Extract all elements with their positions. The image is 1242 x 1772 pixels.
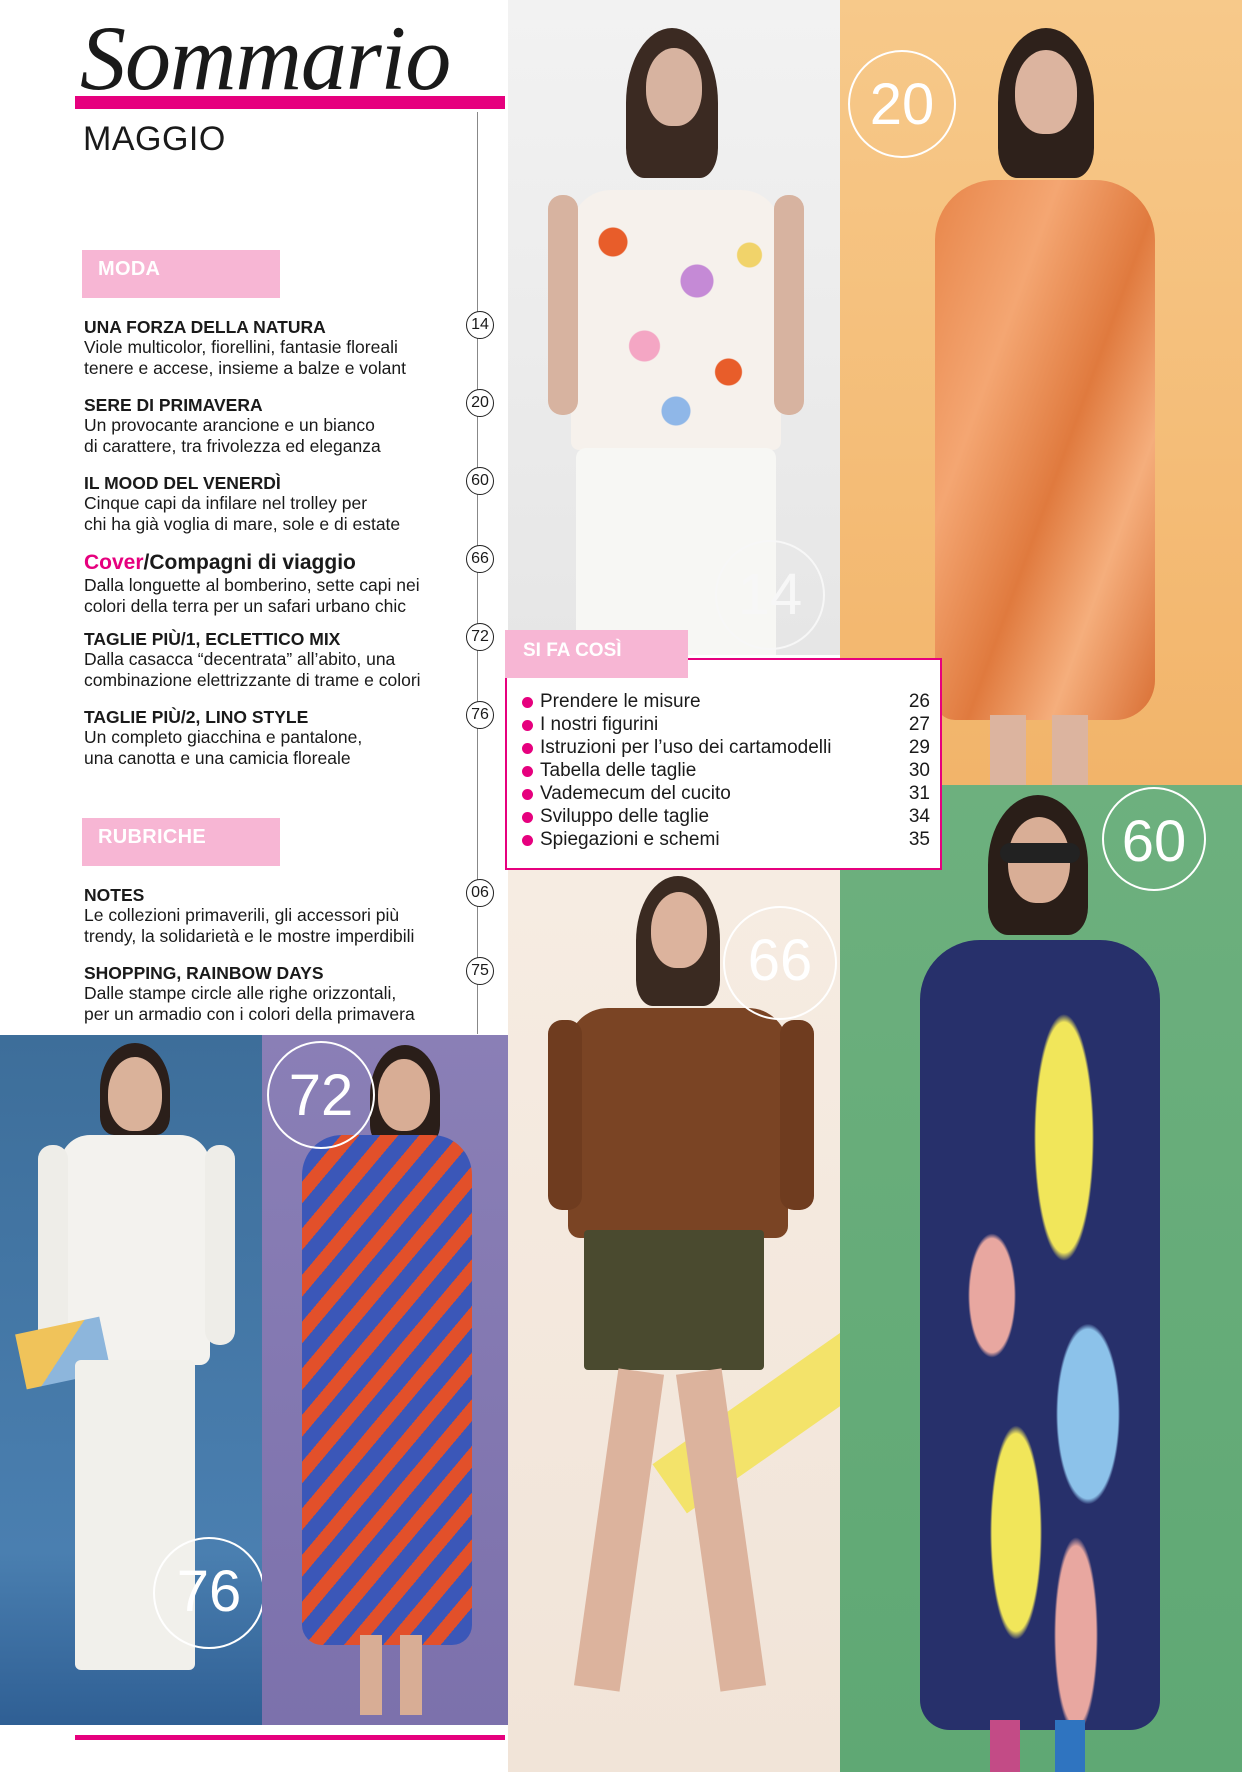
toc-entry[interactable] [84, 395, 492, 473]
page-number-badge: 66 [466, 545, 494, 573]
entry-desc-line: Viole multicolor, fiorellini, fantasie floreali [84, 337, 398, 357]
page-number-badge: 76 [466, 701, 494, 729]
page-number-badge: 72 [466, 623, 494, 651]
entry-desc-line: Dalle stampe circle alle righe orizzontali, [84, 983, 397, 1003]
entry-desc-line: Un provocante arancione e un bianco [84, 415, 375, 435]
toc-entry[interactable] [84, 473, 492, 551]
photo-navy-jumpsuit[interactable] [840, 785, 1242, 1772]
cover-label: Cover [84, 551, 144, 574]
bullet-icon [522, 743, 533, 754]
section-tag-label: RUBRICHE [98, 826, 206, 848]
sunglasses [1000, 843, 1080, 863]
item-page: 27 [908, 714, 930, 735]
entry-desc-line: Cinque capi da infilare nel trolley per [84, 493, 368, 513]
entry-desc-line: Un completo giacchina e pantalone, [84, 727, 363, 747]
toc-entry-cover[interactable] [84, 551, 492, 629]
entry-title: TAGLIE PIÙ/2, LINO STYLE [84, 707, 309, 727]
toc-entry[interactable] [84, 707, 492, 785]
entry-desc-line: tenere e accese, insieme a balze e volant [84, 357, 406, 378]
item-page: 31 [908, 783, 930, 804]
list-item[interactable] [520, 759, 930, 782]
photo-floral-top[interactable] [508, 0, 840, 655]
item-label: Tabella delle taglie [540, 760, 697, 781]
page-title: Sommario [80, 7, 451, 109]
entry-desc-line: una canotta e una camicia floreale [84, 747, 351, 768]
section-tag-label: MODA [98, 258, 161, 280]
page-number-badge: 60 [466, 467, 494, 495]
bullet-icon [522, 697, 533, 708]
list-item[interactable] [520, 713, 930, 736]
entry-title [84, 551, 492, 575]
entry-title: SHOPPING, RAINBOW DAYS [84, 963, 324, 983]
entry-desc-line: chi ha già voglia di mare, sole e di estate [84, 513, 401, 534]
page-number-circle: 72 [267, 1041, 375, 1149]
rubriche-entries [84, 885, 492, 1041]
page-number-circle: 14 [715, 540, 825, 650]
item-label: Istruzioni per l’uso dei cartamodelli [540, 737, 832, 758]
toc-entry[interactable] [84, 317, 492, 395]
footer-rule [75, 1735, 505, 1740]
entry-desc-line: di carattere, tra frivolezza ed eleganza [84, 435, 381, 456]
item-page: 29 [908, 737, 930, 758]
list-item[interactable] [520, 782, 930, 805]
entry-title: TAGLIE PIÙ/1, ECLETTICO MIX [84, 629, 341, 649]
item-label: Sviluppo delle taglie [540, 806, 710, 827]
list-item[interactable] [520, 736, 930, 759]
list-item[interactable] [520, 690, 930, 713]
page-number-circle: 66 [723, 906, 837, 1020]
page-number-circle: 60 [1102, 787, 1206, 891]
si-fa-cosi-box [505, 658, 942, 870]
page-number-badge: 75 [466, 957, 494, 985]
entry-desc-line: Dalla longuette al bomberino, sette capi nei [84, 575, 420, 595]
section-tag-label: SI FA COSÌ [523, 640, 622, 661]
moda-entries [84, 317, 492, 785]
bullet-icon [522, 812, 533, 823]
entry-title: IL MOOD DEL VENERDÌ [84, 473, 281, 493]
toc-entry[interactable] [84, 885, 492, 963]
cover-title: /Compagni di viaggio [143, 551, 356, 574]
page-number-badge: 20 [466, 389, 494, 417]
entry-desc-line: Dalla casacca “decentrata” all’abito, una [84, 649, 396, 669]
entry-desc-line: combinazione elettrizzante di trame e colori [84, 669, 421, 690]
entry-desc-line: trendy, la solidarietà e le mostre imperdibili [84, 925, 415, 946]
section-tag-moda [82, 250, 280, 298]
entry-title: UNA FORZA DELLA NATURA [84, 317, 326, 337]
entry-title: SERE DI PRIMAVERA [84, 395, 263, 415]
issue-month: MAGGIO [83, 120, 226, 158]
photo-white-linen[interactable] [0, 1035, 262, 1725]
entry-desc-line: per un armadio con i colori della primavera [84, 1003, 415, 1024]
item-label: Spiegazioni e schemi [540, 829, 720, 850]
model-figure [840, 785, 1242, 1772]
page-number-badge: 06 [466, 879, 494, 907]
item-label: I nostri figurini [540, 714, 659, 735]
list-item[interactable] [520, 828, 930, 851]
entry-desc-line: colori della terra per un safari urbano chic [84, 595, 406, 616]
bullet-icon [522, 720, 533, 731]
item-label: Prendere le misure [540, 691, 701, 712]
entry-title: NOTES [84, 885, 145, 905]
item-page: 34 [908, 806, 930, 827]
page-number-circle: 76 [153, 1537, 262, 1649]
item-page: 30 [908, 760, 930, 781]
item-label: Vademecum del cucito [540, 783, 731, 804]
bullet-icon [522, 835, 533, 846]
bullet-icon [522, 789, 533, 800]
entry-desc-line: Le collezioni primaverili, gli accessori più [84, 905, 400, 925]
section-tag-si-fa-cosi [505, 630, 688, 678]
toc-entry[interactable] [84, 629, 492, 707]
page-number-badge: 14 [466, 311, 494, 339]
page-number-circle: 20 [848, 50, 956, 158]
si-fa-cosi-list [520, 690, 930, 851]
section-tag-rubriche [82, 818, 280, 866]
toc-entry[interactable] [84, 963, 492, 1041]
item-page: 26 [908, 691, 930, 712]
list-item[interactable] [520, 805, 930, 828]
item-page: 35 [908, 829, 930, 850]
bullet-icon [522, 766, 533, 777]
photo-striped-dress[interactable] [262, 1035, 508, 1725]
photo-brown-bomber[interactable] [508, 870, 840, 1772]
